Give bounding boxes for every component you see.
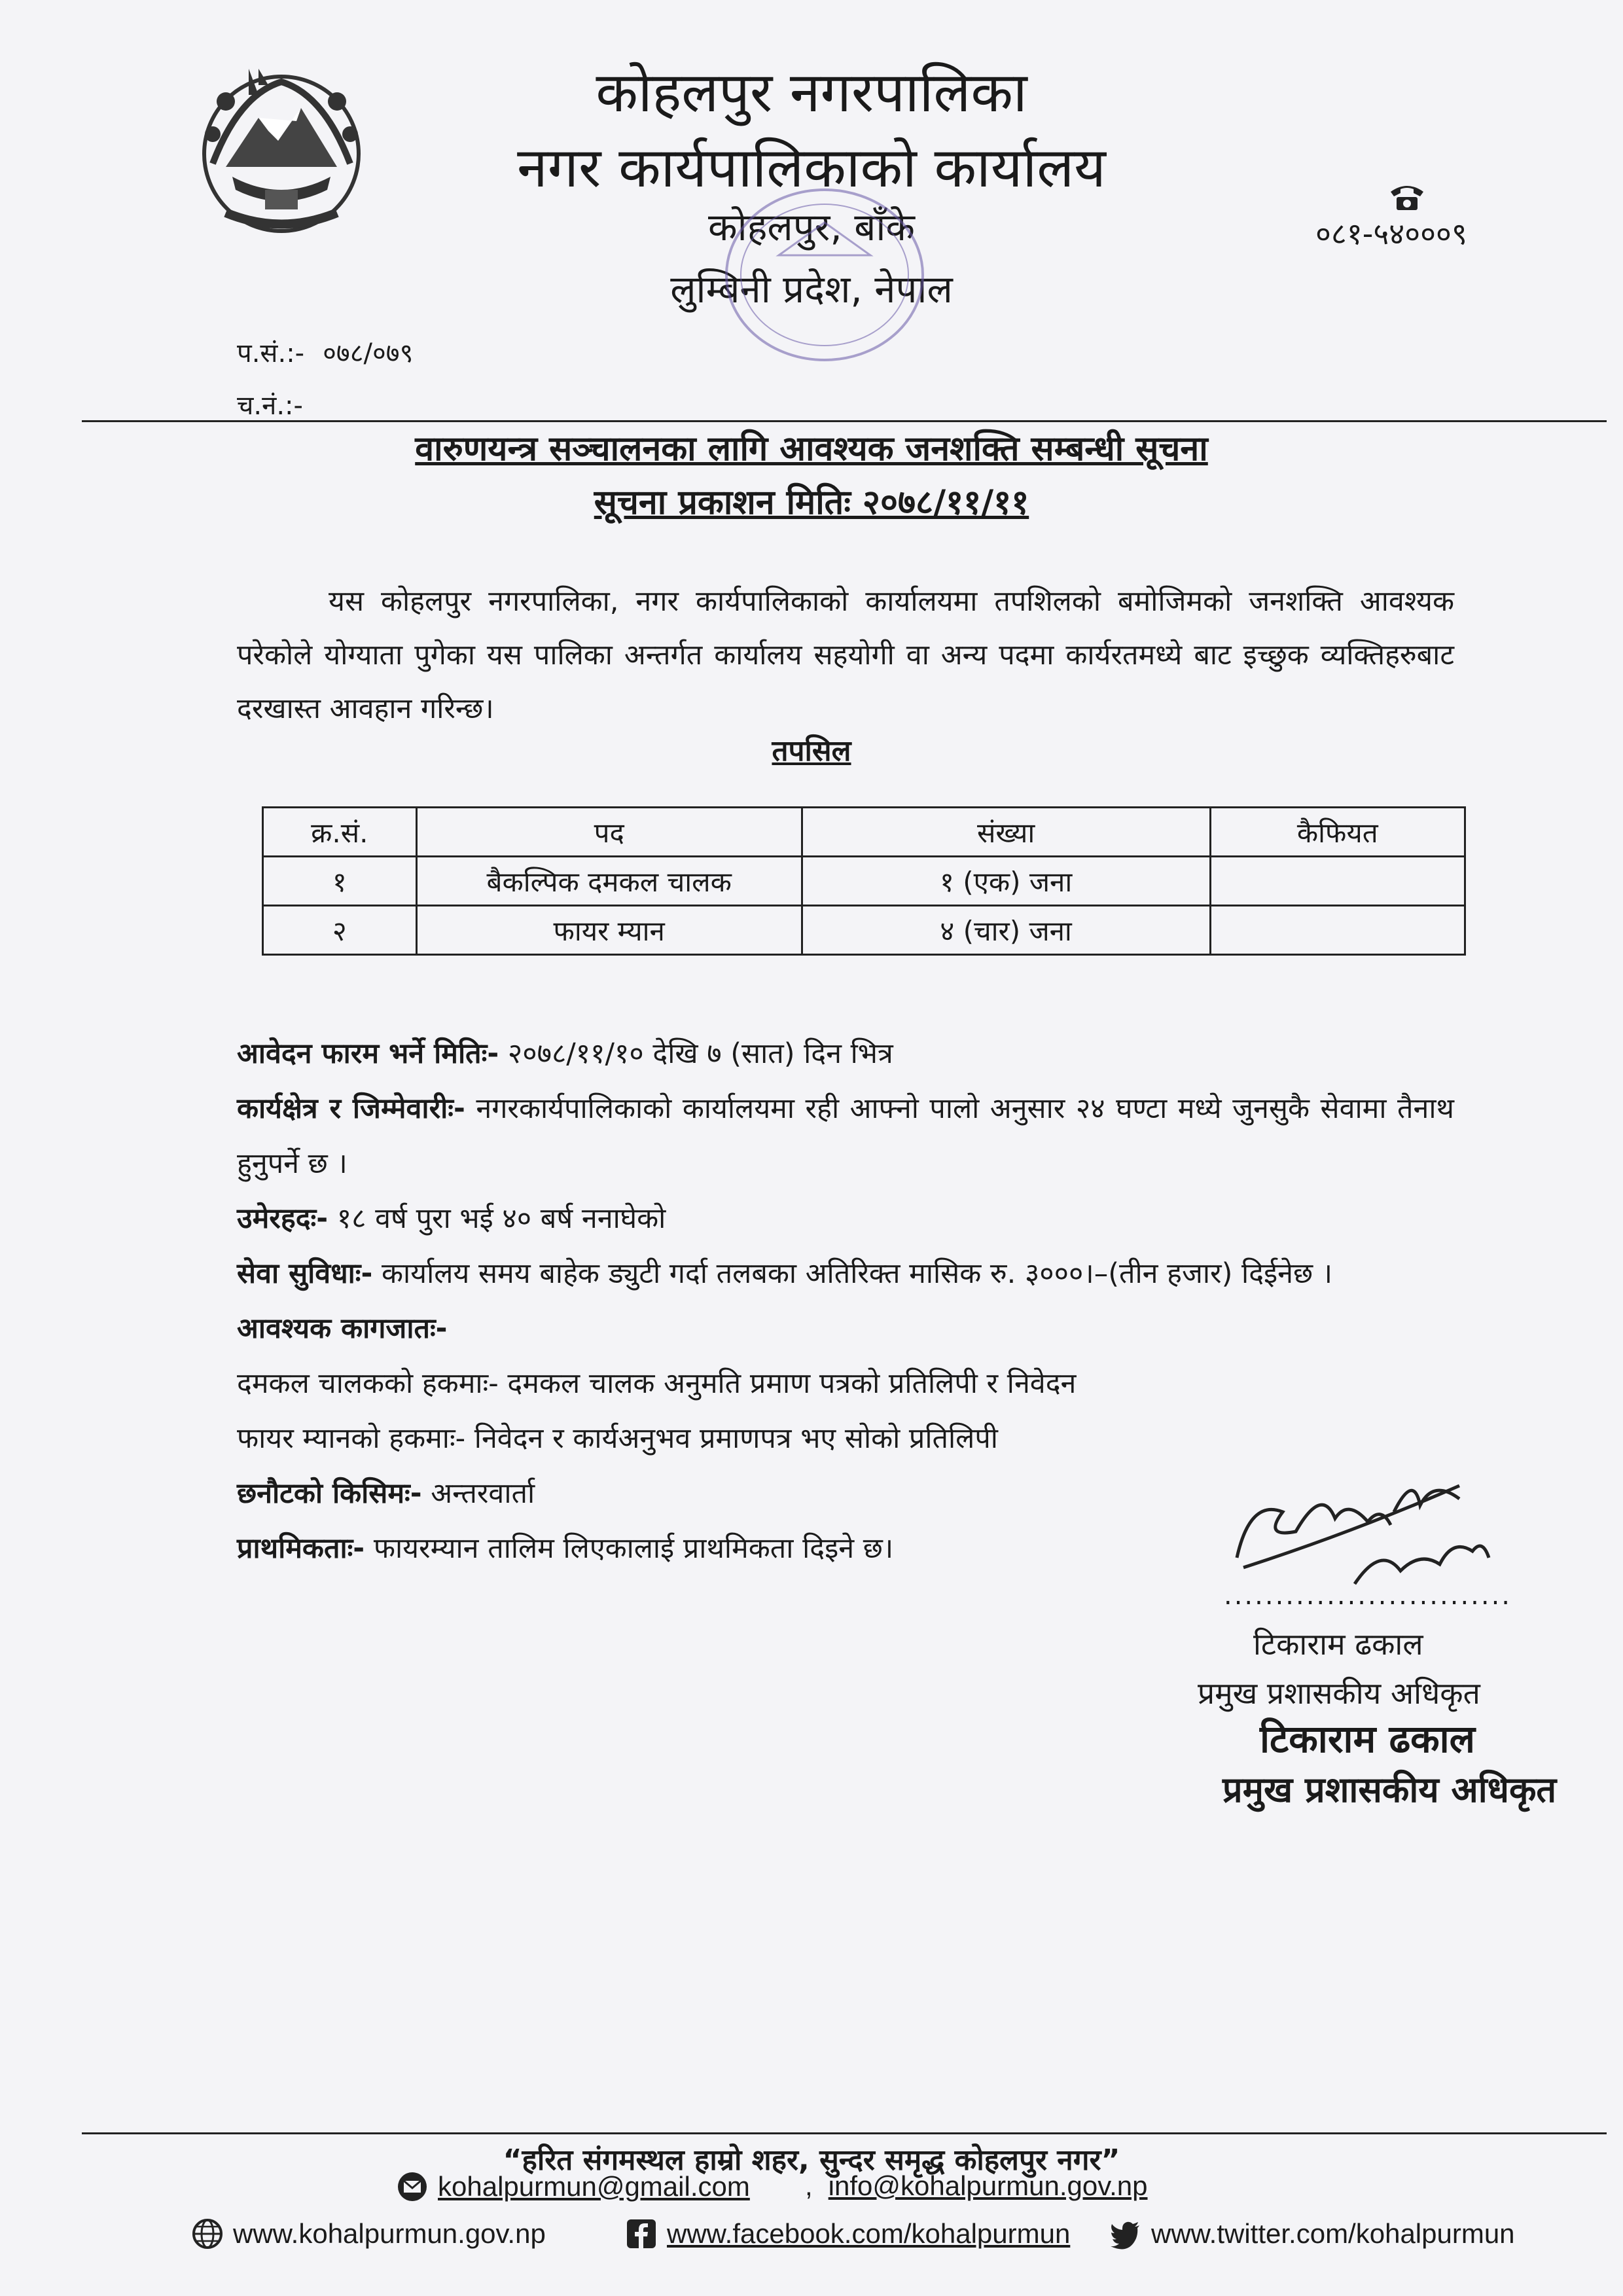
age-label: उमेरहदः-	[237, 1202, 329, 1235]
notice-title: वारुणयन्त्र सञ्चालनका लागि आवश्यक जनशक्ति सम्बन्धी सूचना	[415, 429, 1208, 469]
priority-value: फायरम्यान तालिम लिएकालाई प्राथमिकता दिइने छ।	[373, 1532, 894, 1565]
docs-heading: आवश्यक कागजातः-	[237, 1312, 448, 1345]
table-header-cell: पद	[416, 808, 802, 857]
benefit-line	[237, 1246, 1454, 1301]
table-header-row	[263, 808, 1465, 857]
notice-intro-paragraph: यस कोहलपुर नगरपालिका, नगर कार्यपालिकाको कार्यालयमा तपशिलको बमोजिमको जनशक्ति आवश्यक परेकोले योग्याता पुगेका यस पालिका अन्तर्गत कार्यालय सहयोगी वा अन्य पदमा कार्यरतमध्ये बाट इच्छुक व्यक्तिहरुबाट दरखास्त आवहान गरिन्छ।	[237, 585, 1454, 725]
phone-number: ०८१-५४०००९	[1315, 216, 1467, 251]
handwritten-signature	[1224, 1460, 1499, 1597]
table-cell: १ (एक) जना	[802, 857, 1210, 906]
facebook-icon	[625, 2217, 658, 2250]
twitter-icon	[1109, 2217, 1142, 2250]
signatory-title: प्रमुख प्रशासकीय अधिकृत	[1198, 1676, 1480, 1711]
globe-icon	[191, 2217, 224, 2250]
email-link-2[interactable]: info@kohalpurmun.gov.np	[828, 2170, 1148, 2201]
website-link[interactable]: www.kohalpurmun.gov.np	[233, 2218, 546, 2249]
docs-fireman-line: फायर म्यानको हकमाः- निवेदन र कार्यअनुभव प्रमाणपत्र भए सोको प्रतिलिपी	[237, 1422, 998, 1455]
tapasil-heading: तपसिल	[772, 734, 851, 768]
form-date-value: २०७८/११/१० देखि ७ (सात) दिन भित्र	[507, 1037, 893, 1070]
email-separator: ,	[805, 2170, 813, 2201]
footer-slogan: “हरित संगमस्थल हाम्रो शहर, सुन्दर समृद्ध कोहलपुर नगर”	[503, 2144, 1120, 2177]
twitter-link[interactable]: www.twitter.com/kohalpurmun	[1151, 2218, 1515, 2249]
email-icon	[396, 2170, 429, 2203]
office-seal-stamp	[713, 177, 936, 373]
municipality-name: कोहलपुर नगरपालिका	[596, 60, 1027, 124]
footer-twitter	[1109, 2217, 1515, 2250]
table-row	[263, 857, 1465, 906]
telephone-icon	[1387, 180, 1427, 213]
chalani-number: च.नं.:-	[237, 391, 303, 421]
form-date-label: आवेदन फारम भर्ने मितिः-	[237, 1037, 499, 1070]
stamp-name: टिकाराम ढकाल	[1260, 1717, 1475, 1761]
footer-facebook	[625, 2217, 1070, 2250]
priority-label: प्राथमिकताः-	[237, 1532, 365, 1565]
table-row	[263, 906, 1465, 955]
patra-sankhya-value: ०७८/०७९	[323, 338, 414, 368]
form-date-line	[237, 1026, 1454, 1081]
posts-table	[262, 806, 1466, 956]
signatory-name: टिकाराम ढकाल	[1253, 1626, 1423, 1662]
table-cell	[1210, 857, 1465, 906]
selection-value: अन्तरवार्ता	[431, 1477, 535, 1510]
facebook-link[interactable]: www.facebook.com/kohalpurmun	[667, 2218, 1071, 2249]
header-divider	[82, 420, 1607, 422]
work-value: नगरकार्यपालिकाको कार्यालयमा रही आफ्नो पालो अनुसार २४ घण्टा मध्ये जुनसुकै सेवामा तैनाथ हुनुपर्ने छ ।	[237, 1092, 1454, 1180]
notice-publish-date: सूचना प्रकाशन मितिः २०७८/११/११	[594, 483, 1029, 522]
benefit-value: कार्यालय समय बाहेक ड्युटी गर्दा तलबका अतिरिक्त मासिक रु. ३०००।–(तीन हजार) दिईनेछ ।	[381, 1257, 1333, 1290]
table-cell	[1210, 906, 1465, 955]
table-header-cell: संख्या	[802, 808, 1210, 857]
footer-divider	[82, 2132, 1607, 2134]
age-value: १८ वर्ष पुरा भई ४० बर्ष ननाघेको	[336, 1202, 666, 1235]
table-cell: ४ (चार) जना	[802, 906, 1210, 955]
footer-email-2	[805, 2170, 1148, 2202]
patra-sankhya	[237, 327, 413, 380]
email-link-1[interactable]: kohalpurmun@gmail.com	[438, 2171, 750, 2202]
stamp-title: प्रमुख प्रशासकीय अधिकृत	[1222, 1769, 1557, 1810]
address-line-2: लुम्बिनी प्रदेश, नेपाल	[670, 267, 953, 312]
work-label: कार्यक्षेत्र र जिम्मेवारीः-	[237, 1092, 465, 1125]
footer-website	[191, 2217, 546, 2250]
reference-block	[237, 327, 413, 432]
docs-driver-line: दमकल चालकको हकमाः- दमकल चालक अनुमति प्रमाण पत्रको प्रतिलिपी र निवेदन	[237, 1367, 1077, 1400]
table-cell: १	[263, 857, 417, 906]
patra-sankhya-label: प.सं.:-	[237, 338, 305, 368]
selection-label: छनौटको किसिमः-	[237, 1477, 422, 1510]
table-cell: फायर म्यान	[416, 906, 802, 955]
office-name: नगर कार्यपालिकाको कार्यालय	[517, 135, 1106, 200]
age-line	[237, 1191, 1454, 1246]
table-cell: बैकल्पिक दमकल चालक	[416, 857, 802, 906]
footer-email-1	[396, 2170, 750, 2203]
table-header-cell: कैफियत	[1210, 808, 1465, 857]
address-line-1: कोहलपुर, बाँके	[708, 205, 915, 249]
benefit-label: सेवा सुविधाः-	[237, 1257, 373, 1290]
table-cell: २	[263, 906, 417, 955]
work-line	[237, 1081, 1454, 1191]
table-header-cell: क्र.सं.	[263, 808, 417, 857]
signature-dots: ............................	[1224, 1581, 1512, 1611]
